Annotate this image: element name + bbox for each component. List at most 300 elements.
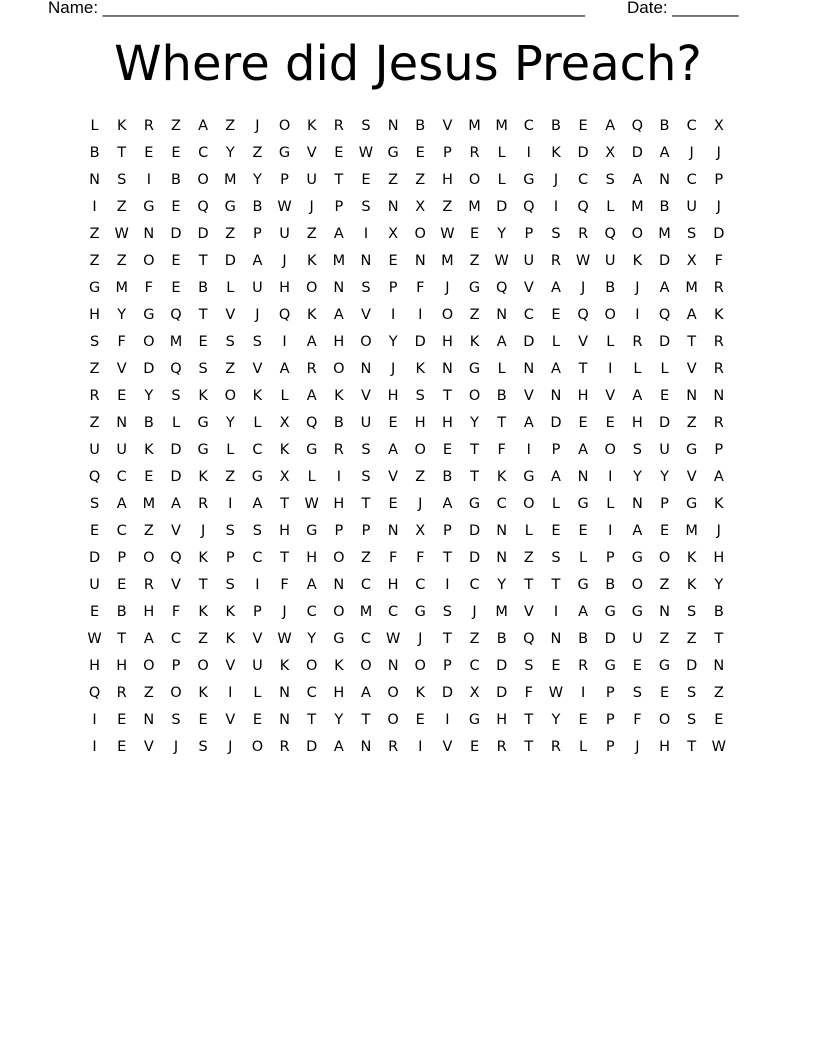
grid-letter: H [659, 739, 670, 755]
grid-letter: J [282, 253, 287, 269]
grid-letter: E [469, 739, 480, 755]
grid-letter: G [278, 145, 291, 161]
grid-letter: K [225, 631, 236, 647]
grid-letter: B [496, 631, 507, 647]
grid-letter: A [496, 334, 507, 350]
grid-letter: L [226, 280, 235, 296]
grid-letter: Z [225, 469, 236, 485]
grid-letter: E [334, 145, 344, 161]
grid-letter: H [333, 496, 345, 512]
grid-letter: B [252, 199, 263, 215]
grid-row [81, 194, 733, 221]
grid-row [81, 410, 733, 437]
grid-letter: X [713, 118, 724, 134]
grid-letter: U [279, 226, 290, 242]
grid-letter: L [606, 199, 615, 215]
grid-letter: M [142, 496, 156, 512]
grid-letter: K [686, 550, 697, 566]
grid-letter: D [658, 415, 671, 431]
grid-letter: H [279, 523, 290, 539]
grid-letter: U [659, 442, 670, 458]
grid-letter: O [387, 712, 399, 728]
grid-letter: G [333, 631, 345, 647]
grid-letter: Z [89, 253, 100, 269]
grid-letter: Y [225, 415, 235, 431]
grid-letter: H [414, 415, 426, 431]
grid-letter: G [577, 496, 589, 512]
grid-letter: X [686, 253, 697, 269]
grid-letter: J [309, 199, 314, 215]
grid-letter: I [363, 226, 369, 242]
grid-letter: F [388, 550, 398, 566]
grid-letter: Y [551, 712, 561, 728]
grid-letter: N [659, 172, 670, 188]
grid-letter: L [524, 523, 533, 539]
grid-letter: U [89, 577, 100, 593]
grid-letter: N [333, 577, 345, 593]
grid-letter: V [578, 334, 589, 350]
grid-letter: O [387, 685, 399, 701]
grid-letter: O [658, 550, 671, 566]
grid-letter: A [632, 388, 643, 404]
grid-letter: Q [577, 307, 589, 323]
grid-letter: O [251, 739, 264, 755]
grid-letter: Z [686, 415, 697, 431]
grid-letter: H [713, 550, 725, 566]
grid-letter: A [686, 307, 697, 323]
grid-letter: J [716, 145, 721, 161]
grid-letter: G [197, 415, 209, 431]
grid-letter: Q [658, 307, 671, 323]
grid-letter: B [659, 118, 670, 134]
grid-letter: A [361, 685, 371, 701]
grid-letter: E [578, 712, 588, 728]
grid-letter: D [224, 253, 236, 269]
grid-letter: W [494, 253, 509, 269]
grid-letter: E [171, 199, 181, 215]
grid-row [81, 140, 733, 167]
grid-letter: A [632, 172, 643, 188]
grid-row [81, 707, 733, 734]
grid-letter: G [468, 280, 481, 296]
grid-row [81, 680, 733, 707]
grid-letter: D [143, 361, 155, 377]
grid-letter: G [604, 604, 616, 620]
grid-letter: J [255, 307, 260, 323]
grid-letter: P [334, 523, 344, 539]
grid-letter: A [306, 334, 317, 350]
grid-letter: I [445, 712, 450, 728]
grid-letter: O [143, 658, 155, 674]
grid-letter: P [280, 172, 289, 188]
grid-letter: Z [89, 361, 100, 377]
grid-letter: J [418, 631, 423, 647]
grid-letter: C [523, 307, 534, 323]
grid-letter: Z [143, 685, 154, 701]
grid-letter: A [442, 496, 453, 512]
grid-letter: A [333, 307, 344, 323]
grid-letter: N [577, 469, 589, 485]
grid-letter: M [685, 523, 698, 539]
grid-letter: C [686, 118, 697, 134]
grid-letter: B [605, 577, 616, 593]
grid-letter: P [171, 658, 181, 674]
grid-letter: O [631, 577, 644, 593]
grid-letter: S [361, 199, 371, 215]
grid-letter: Z [686, 631, 697, 647]
grid-letter: X [415, 523, 426, 539]
grid-letter: M [115, 280, 128, 296]
grid-letter: H [306, 550, 318, 566]
grid-letter: O [197, 658, 209, 674]
grid-letter: S [361, 280, 371, 296]
grid-letter: I [92, 739, 97, 755]
grid-letter: I [580, 685, 586, 701]
grid-letter: K [279, 658, 290, 674]
grid-letter: I [146, 172, 151, 188]
grid-letter: T [442, 388, 452, 404]
grid-letter: O [360, 658, 372, 674]
grid-letter: T [280, 496, 289, 512]
grid-letter: J [716, 523, 721, 539]
grid-letter: P [361, 523, 371, 539]
grid-letter: G [658, 658, 671, 674]
grid-letter: V [116, 361, 127, 377]
grid-letter: N [713, 388, 725, 404]
grid-letter: P [388, 280, 398, 296]
grid-letter: J [418, 496, 423, 512]
grid-letter: D [550, 415, 562, 431]
grid-letter: S [89, 334, 100, 350]
grid-letter: C [523, 118, 534, 134]
grid-letter: J [553, 172, 559, 188]
grid-letter: U [89, 442, 100, 458]
grid-letter: H [387, 577, 399, 593]
grid-letter: Z [225, 118, 236, 134]
grid-letter: T [470, 469, 479, 485]
grid-letter: E [415, 712, 425, 728]
grid-letter: T [117, 631, 127, 647]
grid-letter: M [359, 604, 373, 620]
grid-letter: M [631, 199, 644, 215]
grid-letter: J [716, 199, 721, 215]
word-search-grid [81, 113, 733, 761]
grid-letter: I [228, 496, 233, 512]
grid-letter: O [360, 334, 372, 350]
grid-letter: Z [198, 631, 209, 647]
grid-letter: K [198, 469, 208, 485]
grid-letter: T [551, 577, 561, 593]
grid-letter: M [224, 172, 237, 188]
grid-letter: D [441, 685, 453, 701]
grid-letter: K [198, 550, 208, 566]
grid-letter: S [687, 226, 697, 242]
grid-letter: H [89, 307, 101, 323]
grid-letter: X [605, 145, 616, 161]
grid-letter: T [687, 334, 697, 350]
grid-letter: J [580, 280, 586, 296]
grid-letter: G [523, 172, 535, 188]
grid-letter: S [551, 226, 561, 242]
grid-letter: D [658, 253, 671, 269]
grid-letter: O [414, 226, 426, 242]
grid-row [81, 464, 733, 491]
grid-letter: C [116, 523, 127, 539]
grid-letter: D [496, 658, 508, 674]
grid-letter: X [279, 415, 290, 431]
grid-letter: E [469, 226, 480, 242]
grid-row [81, 302, 733, 329]
grid-letter: Z [415, 172, 426, 188]
grid-letter: R [713, 334, 724, 350]
grid-letter: N [523, 361, 535, 377]
grid-letter: H [577, 388, 589, 404]
grid-letter: V [225, 307, 236, 323]
grid-letter: Q [523, 631, 535, 647]
grid-letter: Z [713, 685, 724, 701]
grid-letter: K [551, 145, 561, 161]
grid-letter: G [387, 145, 399, 161]
grid-letter: V [605, 388, 616, 404]
grid-letter: O [604, 442, 616, 458]
grid-row [81, 734, 733, 761]
grid-row [81, 329, 733, 356]
grid-letter: R [143, 118, 154, 134]
grid-letter: A [333, 226, 344, 242]
grid-letter: W [277, 199, 292, 215]
grid-letter: S [89, 496, 100, 512]
grid-letter: V [361, 388, 371, 404]
grid-letter: H [279, 280, 290, 296]
grid-letter: B [496, 388, 507, 404]
grid-letter: T [524, 739, 534, 755]
grid-letter: O [333, 361, 345, 377]
grid-letter: Y [117, 307, 127, 323]
grid-row [81, 248, 733, 275]
grid-letter: V [225, 712, 236, 728]
grid-letter: F [416, 550, 425, 566]
grid-letter: H [143, 604, 155, 620]
grid-letter: X [279, 469, 290, 485]
grid-letter: U [252, 658, 263, 674]
grid-letter: E [659, 523, 670, 539]
grid-letter: L [253, 415, 262, 431]
grid-letter: Q [631, 118, 644, 134]
grid-letter: W [304, 496, 319, 512]
grid-letter: M [441, 253, 454, 269]
grid-letter: A [523, 415, 534, 431]
grid-letter: V [442, 118, 453, 134]
grid-letter: P [443, 523, 452, 539]
grid-letter: J [282, 604, 287, 620]
grid-letter: G [468, 361, 481, 377]
grid-letter: D [713, 226, 725, 242]
grid-letter: H [387, 388, 399, 404]
grid-letter: P [524, 226, 534, 242]
grid-letter: I [418, 739, 423, 755]
grid-letter: P [443, 145, 452, 161]
grid-letter: A [171, 496, 181, 512]
grid-letter: H [441, 334, 453, 350]
grid-letter: R [333, 118, 344, 134]
grid-letter: S [225, 577, 235, 593]
grid-letter: N [659, 604, 670, 620]
grid-letter: B [415, 118, 426, 134]
grid-letter: P [253, 604, 262, 620]
grid-letter: S [252, 523, 263, 539]
grid-letter: P [551, 442, 561, 458]
grid-letter: G [251, 469, 264, 485]
grid-letter: R [198, 496, 209, 512]
grid-letter: V [171, 577, 181, 593]
grid-letter: N [387, 658, 399, 674]
grid-letter: P [605, 550, 615, 566]
grid-letter: D [496, 685, 508, 701]
grid-letter: Y [632, 469, 642, 485]
grid-letter: Y [497, 226, 507, 242]
grid-letter: P [660, 496, 669, 512]
grid-letter: A [252, 496, 263, 512]
grid-letter: G [686, 496, 698, 512]
grid-letter: L [307, 469, 316, 485]
grid-letter: E [551, 523, 561, 539]
grid-letter: E [578, 523, 588, 539]
grid-letter: S [225, 334, 235, 350]
grid-letter: I [418, 307, 423, 323]
grid-letter: N [496, 307, 508, 323]
grid-letter: B [713, 604, 724, 620]
grid-letter: P [443, 658, 452, 674]
grid-letter: X [469, 685, 480, 701]
grid-letter: Z [361, 550, 371, 566]
grid-letter: H [441, 172, 453, 188]
grid-letter: E [578, 415, 588, 431]
grid-letter: G [306, 442, 318, 458]
grid-letter: P [605, 712, 615, 728]
grid-letter: E [89, 604, 100, 620]
grid-letter: R [333, 442, 344, 458]
grid-letter: M [468, 118, 481, 134]
grid-letter: N [360, 739, 372, 755]
grid-letter: O [305, 280, 318, 296]
grid-letter: A [333, 739, 344, 755]
grid-letter: T [470, 442, 479, 458]
grid-letter: E [171, 280, 181, 296]
grid-letter: L [497, 361, 506, 377]
grid-letter: B [89, 145, 100, 161]
grid-letter: A [632, 523, 643, 539]
grid-letter: A [306, 388, 317, 404]
grid-row [81, 356, 733, 383]
grid-letter: C [198, 145, 209, 161]
grid-letter: G [631, 604, 643, 620]
grid-letter: E [551, 658, 561, 674]
grid-letter: O [468, 172, 481, 188]
grid-letter: N [279, 712, 290, 728]
grid-letter: Q [305, 415, 318, 431]
grid-letter: F [497, 442, 506, 458]
grid-letter: O [143, 334, 155, 350]
grid-letter: D [468, 550, 481, 566]
grid-letter: K [714, 307, 724, 323]
grid-letter: N [686, 388, 698, 404]
grid-letter: H [333, 685, 345, 701]
grid-letter: X [388, 226, 399, 242]
grid-letter: D [686, 658, 698, 674]
grid-letter: G [224, 199, 236, 215]
grid-letter: B [198, 280, 209, 296]
grid-letter: B [333, 415, 344, 431]
grid-letter: G [604, 658, 616, 674]
grid-letter: N [360, 361, 372, 377]
grid-letter: K [714, 496, 724, 512]
grid-row [81, 653, 733, 680]
grid-letter: T [524, 712, 534, 728]
grid-letter: X [415, 199, 426, 215]
grid-letter: B [143, 415, 154, 431]
grid-letter: K [198, 685, 208, 701]
grid-letter: Y [714, 577, 724, 593]
grid-letter: E [89, 523, 100, 539]
grid-letter: C [469, 577, 480, 593]
grid-letter: O [414, 442, 426, 458]
grid-letter: K [225, 604, 236, 620]
grid-letter: S [361, 442, 371, 458]
grid-letter: Y [470, 415, 479, 431]
grid-letter: W [440, 226, 455, 242]
grid-row [81, 383, 733, 410]
grid-letter: Q [197, 199, 209, 215]
grid-letter: N [279, 685, 290, 701]
grid-letter: K [496, 469, 507, 485]
grid-letter: E [144, 469, 154, 485]
grid-row [81, 626, 733, 653]
grid-letter: G [523, 469, 535, 485]
grid-letter: I [92, 712, 97, 728]
grid-letter: R [388, 739, 399, 755]
grid-letter: I [445, 577, 450, 593]
grid-letter: O [143, 253, 155, 269]
grid-letter: E [144, 145, 154, 161]
grid-letter: D [631, 145, 643, 161]
grid-letter: N [89, 172, 100, 188]
grid-letter: O [523, 496, 535, 512]
grid-letter: B [442, 469, 453, 485]
name-field-label: Name: ___________________________________________________ [48, 0, 585, 17]
grid-letter: Q [278, 307, 291, 323]
grid-letter: S [415, 388, 425, 404]
grid-row [81, 113, 733, 140]
grid-letter: L [253, 685, 262, 701]
grid-letter: C [360, 577, 372, 593]
grid-letter: R [279, 739, 290, 755]
grid-letter: K [252, 388, 263, 404]
grid-letter: K [334, 658, 344, 674]
grid-letter: D [468, 523, 481, 539]
grid-letter: K [306, 307, 317, 323]
grid-letter: G [143, 307, 155, 323]
grid-letter: V [143, 739, 154, 755]
grid-letter: N [116, 415, 128, 431]
grid-letter: L [579, 550, 588, 566]
grid-letter: I [526, 442, 531, 458]
grid-letter: N [496, 550, 508, 566]
grid-letter: Y [497, 577, 507, 593]
grid-letter: Q [170, 361, 182, 377]
grid-letter: D [604, 631, 616, 647]
grid-letter: S [524, 658, 534, 674]
grid-letter: O [631, 226, 644, 242]
